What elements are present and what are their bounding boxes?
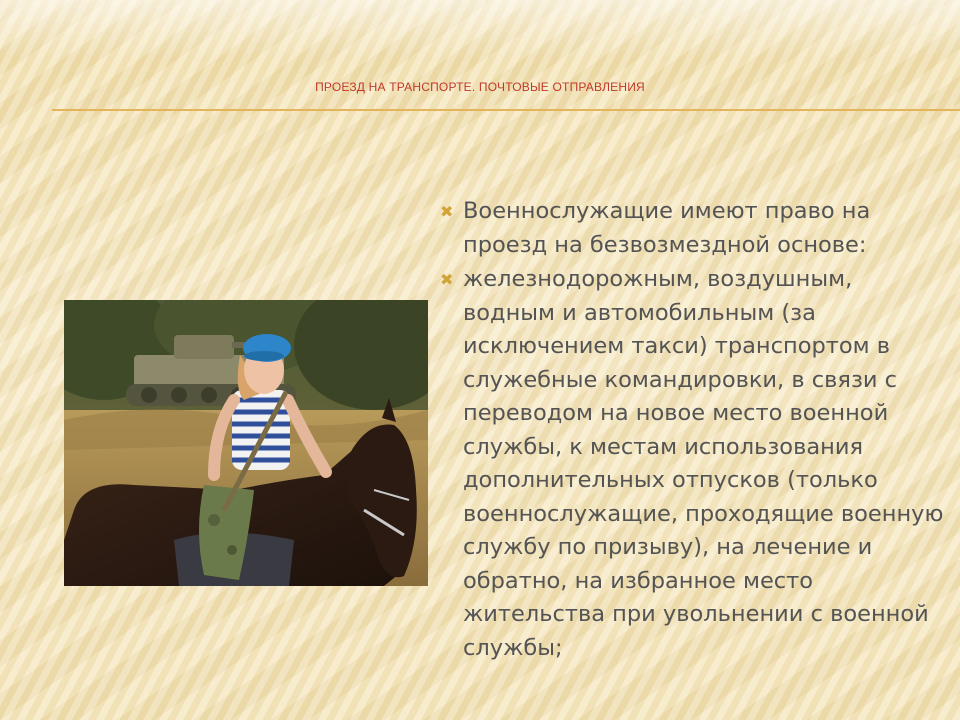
- bullet-text: железнодорожным, воздушным, водным и автомобильным (за исключением такси) транспортом в служебные командировки, в связи с переводом на новое место военной службы, к местам использования дополнительных отпусков (только военнослужащие, проходящие военную службу по призыву), на лечение и обратно, на избранное место жительства при увольнении с военной службы;: [463, 266, 944, 661]
- bullet-item: [440, 263, 950, 665]
- photo-soldier-on-horse: [64, 300, 428, 586]
- bullet-list: [440, 195, 950, 666]
- cross-bullet-icon: ✖: [440, 270, 454, 289]
- cross-bullet-icon: ✖: [440, 202, 454, 221]
- slide-title: ПРОЕЗД НА ТРАНСПОРТЕ. ПОЧТОВЫЕ ОТПРАВЛЕНИЯ: [315, 80, 645, 94]
- header-band: [0, 0, 960, 60]
- photo-illustration: [64, 300, 428, 586]
- bullet-item: [440, 195, 950, 262]
- bullet-text: Военнослужащие имеют право на проезд на безвозмездной основе:: [463, 198, 871, 258]
- title-divider: [52, 109, 960, 111]
